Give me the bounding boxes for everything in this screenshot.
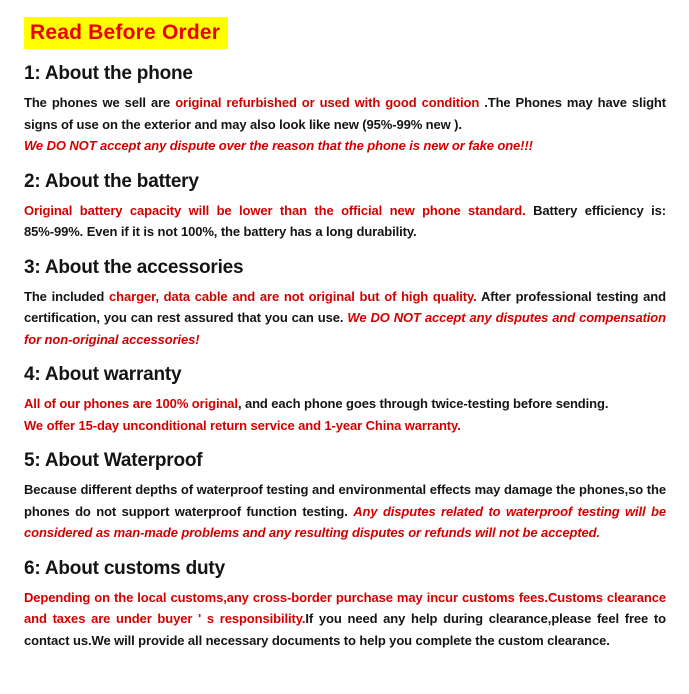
section-heading: 1: About the phone <box>24 63 193 85</box>
text-run: Because different depths of waterproof testing and environmental effects may damage the phones,so the phones do not support waterproof function testing. <box>24 482 666 519</box>
text-run-red-italic: We DO NOT accept any disputes and compensation for non-original accessories! <box>24 310 666 347</box>
text-run-red-italic: Any disputes related to waterproof testing will be considered as man-made problems and any resulting disputes or refunds will not be accepted. <box>24 503 666 541</box>
text-run: Battery efficiency is: 85%-99%. Even if it is not 100%, the battery has a long durability. <box>24 202 666 240</box>
section-paragraph <box>24 135 666 157</box>
section-paragraph <box>24 415 666 437</box>
section-heading: 4: About warranty <box>24 364 182 386</box>
section-paragraph <box>24 286 666 351</box>
section-about-phone <box>24 63 666 157</box>
section-heading: 6: About customs duty <box>24 557 225 579</box>
section-paragraph <box>24 587 666 652</box>
text-run-red: We offer 15-day unconditional return service and 1-year China warranty. <box>24 417 461 433</box>
text-run: If you need any help during clearance,please feel free to contact us.We will provide all necessary documents to help you complete the custom clearance. <box>24 611 666 648</box>
text-run-red: original refurbished or used with good condition <box>175 95 480 111</box>
text-run: , and each phone goes through twice-testing before sending. <box>237 396 609 412</box>
section-heading: 5: About Waterproof <box>24 450 203 472</box>
section-about-warranty <box>24 364 666 436</box>
section-about-battery <box>24 171 666 243</box>
text-run: .The Phones may have slight signs of use on the exterior and may also look like new (95%-99% new ). <box>24 95 666 132</box>
section-about-accessories <box>24 257 666 351</box>
text-run: After professional testing and certification, you can rest assured that you can use. <box>24 288 666 326</box>
section-paragraph <box>24 479 666 544</box>
section-paragraph <box>24 92 666 135</box>
text-run-red-italic: We DO NOT accept any dispute over the reason that the phone is new or fake one!!! <box>24 138 533 154</box>
section-paragraph <box>24 393 666 415</box>
page-title: Read Before Order <box>24 17 228 49</box>
section-about-customs-duty <box>24 558 666 652</box>
title-bar <box>24 17 666 49</box>
section-paragraph <box>24 200 666 243</box>
text-run-red: Depending on the local customs,any cross-border purchase may incur customs fees.Customs clearance and taxes are under buyer ' s responsibility. <box>24 589 666 627</box>
text-run: The phones we sell are <box>24 95 176 111</box>
text-run-red: All of our phones are 100% original <box>24 396 238 412</box>
text-run-red: charger, data cable and are not original but of high quality. <box>109 288 477 304</box>
section-heading: 2: About the battery <box>24 170 199 192</box>
text-run-red: Original battery capacity will be lower than the official new phone standard. <box>24 202 526 218</box>
section-heading: 3: About the accessories <box>24 256 244 278</box>
section-about-waterproof <box>24 450 666 544</box>
text-run: The included <box>24 288 110 304</box>
